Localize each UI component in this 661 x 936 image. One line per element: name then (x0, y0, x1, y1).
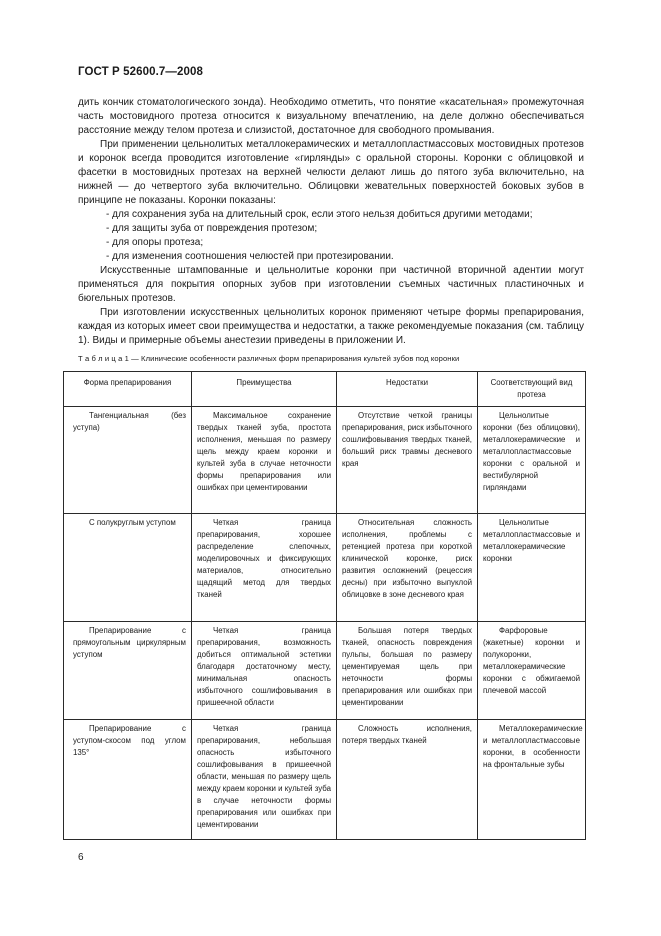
list-item: - для изменения соотношения челюстей при протезировании. (106, 250, 584, 264)
table-cell: Относительная сложность исполнения, проблемы с ретенцией протеза при короткой клинической коронке, риск развития осложнений (рецессия десны) при избыточно выпуклой облицовке в зоне десневого края (337, 514, 478, 622)
table-cell: Металлокерамические и металлопластмассовые коронки, в особенности на фронтальные зубы (478, 720, 586, 840)
column-header: Форма препарирования (64, 372, 192, 407)
table-header-row (64, 372, 586, 407)
table-cell: Тангенциальная (без уступа) (64, 407, 192, 514)
document-header: ГОСТ Р 52600.7—2008 (78, 66, 203, 78)
table-cell: Максимальное сохранение твердых тканей зуба, простота исполнения, меньшая по размеру щель между краем коронки и культей зуба в случае неточности формы препарирования или ошибках при цементировании (192, 407, 337, 514)
list-item: - для опоры протеза; (106, 236, 584, 250)
column-header: Преимущества (192, 372, 337, 407)
table-cell: С полукруглым уступом (64, 514, 192, 622)
paragraph-continuation: дить кончик стоматологического зонда). Необходимо отметить, что понятие «касательная» промежуточная часть мостовидного протеза относится к визуальному впечатлению, на деле должно обеспечиваться расстояние между телом протеза и слизистой, достаточное для свободного промывания. (78, 97, 584, 136)
list-item: - для защиты зуба от повреждения протезом; (106, 222, 584, 236)
paragraph-crowns-indications: При применении цельнолитых металлокерамических и металлопластмассовых мостовидных протезов и коронок всегда проводится изготовление «гирлянды» с оральной стороны. Коронки с облицовкой и фасетки в мостовидных протезах на верхней челюсти делают лишь до пятого зуба включительно, на нижней — до четвертого зуба включительно. Облицовки жевательных поверхностей боковых зубов в принципе не показаны. Коронки показаны: (78, 139, 584, 206)
clinical-features-table (63, 371, 586, 840)
table-cell: Цельнолитые коронки (без облицовки), металлокерамические и металлопластмассовые коронки с оральной и вестибулярной гирляндами (478, 407, 586, 514)
paragraph-stamped-crowns: Искусственные штампованные и цельнолитые коронки при частичной вторичной адентии могут применяться для покрытия опорных зубов при изготовлении съемных частичных пластиночных и бюгельных протезов. (78, 265, 584, 304)
indications-list (78, 208, 584, 264)
table-cell: Фарфоровые (жакетные) коронки и полукоронки, металлокерамические коронки с обжигаемой плечевой массой (478, 622, 586, 720)
table-cell: Сложность исполнения, потеря твердых тканей (337, 720, 478, 840)
table-row (64, 514, 586, 622)
page-number: 6 (78, 852, 84, 863)
table-caption: Т а б л и ц а 1 — Клинические особенности различных форм препарирования культей зубов под коронки (78, 354, 460, 363)
table-cell: Четкая граница препарирования, небольшая опасность избыточного сошлифовывания в пришеечной области, меньшая по размеру щель между краем коронки и культей зуба в случае неточности формы препарирования или ошибках при цементировании (192, 720, 337, 840)
column-header: Недостатки (337, 372, 478, 407)
table-cell: Четкая граница препарирования, хорошее распределение слепочных, моделировочных и фиксирующих материалов, относительно щадящий метод для твердых тканей (192, 514, 337, 622)
table-cell: Цельнолитые металлопластмассовые и металлокерамические коронки (478, 514, 586, 622)
table-cell: Отсутствие четкой границы препарирования, риск избыточного сошлифовывания твердых тканей, больший риск травмы десневого края (337, 407, 478, 514)
table-cell: Препарирование с прямоугольным циркулярным уступом (64, 622, 192, 720)
paragraph-preparation-forms: При изготовлении искусственных цельнолитых коронок применяют четыре формы препарирования, каждая из которых имеет свои преимущества и недостатки, а также рекомендуемые показания (см. таблицу 1). Виды и примерные объемы анестезии приведены в приложении И. (78, 307, 584, 346)
list-item: - для сохранения зуба на длительный срок, если этого нельзя добиться другими методами; (106, 208, 584, 222)
table-cell: Препарирование с уступом-скосом под углом 135° (64, 720, 192, 840)
table-cell: Четкая граница препарирования, возможность добиться оптимальной эстетики благодаря достаточному месту, минимальная опасность избыточного сошлифовывания в пришеечной области (192, 622, 337, 720)
table-row (64, 622, 586, 720)
body-text (78, 96, 584, 348)
table-row (64, 720, 586, 840)
table-cell: Большая потеря твердых тканей, опасность повреждения пульпы, большая по размеру цементируемая щель при неточности формы препарирования или ошибках при цементировании (337, 622, 478, 720)
table-row (64, 407, 586, 514)
column-header: Соответствующий вид протеза (478, 372, 586, 407)
